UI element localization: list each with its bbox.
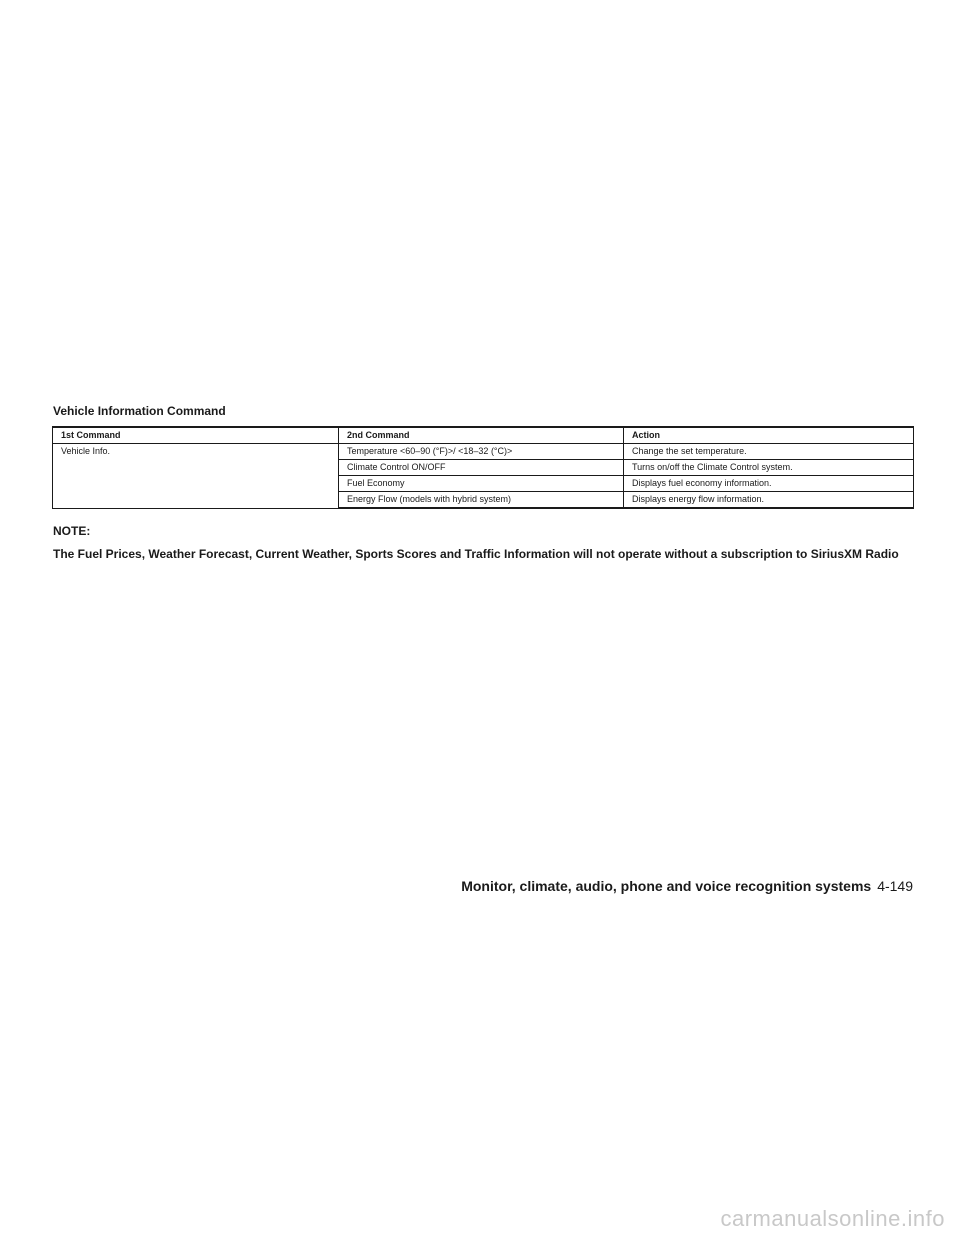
page-number: 4-149 [877, 878, 913, 894]
header-action: Action [624, 427, 914, 444]
first-command-cell: Vehicle Info. [53, 444, 339, 509]
action-cell: Change the set temperature. [624, 444, 914, 460]
second-command-cell: Climate Control ON/OFF [339, 460, 624, 476]
action-cell: Displays fuel economy information. [624, 476, 914, 492]
section-title: Vehicle Information Command [53, 404, 226, 418]
note-text: The Fuel Prices, Weather Forecast, Current Weather, Sports Scores and Traffic Information will not operate without a subscription to SiriusXM Radio [53, 547, 899, 561]
page-footer [461, 878, 913, 894]
second-command-cell: Energy Flow (models with hybrid system) [339, 492, 624, 509]
watermark: carmanualsonline.info [720, 1206, 945, 1231]
chapter-title: Monitor, climate, audio, phone and voice recognition systems [461, 878, 872, 894]
action-cell: Turns on/off the Climate Control system. [624, 460, 914, 476]
table-row [53, 444, 914, 460]
header-2nd-command: 2nd Command [339, 427, 624, 444]
note-label: NOTE: [53, 524, 91, 538]
header-1st-command: 1st Command [53, 427, 339, 444]
action-cell: Displays energy flow information. [624, 492, 914, 509]
table-header-row [53, 427, 914, 444]
command-table [52, 426, 914, 509]
second-command-cell: Temperature <60–90 (°F)>/ <18–32 (°C)> [339, 444, 624, 460]
second-command-cell: Fuel Economy [339, 476, 624, 492]
